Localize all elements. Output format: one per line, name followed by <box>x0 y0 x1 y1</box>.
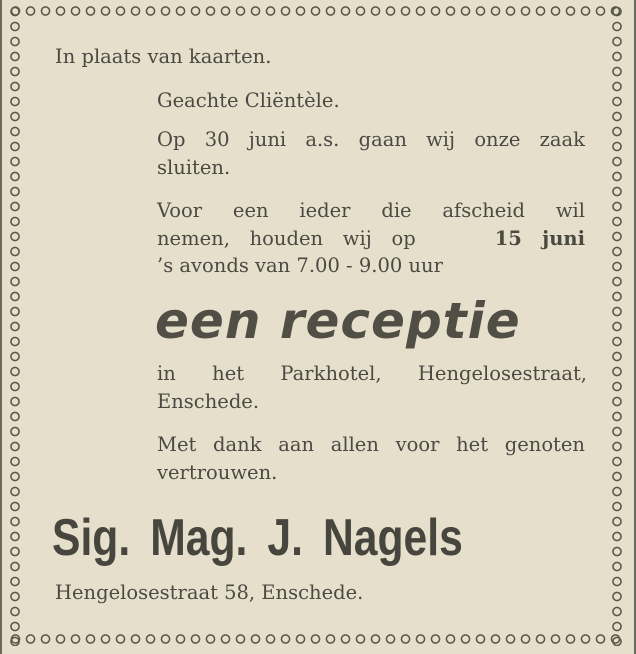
border-bottom <box>8 632 624 646</box>
invitation <box>157 197 585 280</box>
text-line: Enschede. <box>157 389 260 413</box>
headline: een receptie <box>155 292 521 350</box>
intro-text: In plaats van kaarten. <box>55 45 272 68</box>
text-line: Voor een ieder die afscheid wil <box>157 199 585 222</box>
salutation: Geachte Cliëntèle. <box>157 89 340 112</box>
text-span: nemen, houden wij op <box>157 226 416 250</box>
thanks <box>157 431 585 486</box>
text-line: Met dank aan allen voor het genoten <box>157 433 585 456</box>
closing-notice <box>157 126 585 181</box>
address: Hengelosestraat 58, Enschede. <box>55 581 364 604</box>
text-line: sluiten. <box>157 155 231 179</box>
text-line <box>157 225 585 253</box>
column-rule <box>0 0 2 654</box>
border-left <box>8 4 22 646</box>
date: 15 juni <box>494 226 586 250</box>
text-line: ’s avonds van 7.00 - 9.00 uur <box>157 254 443 277</box>
border-top <box>8 4 624 18</box>
text-line: in het Parkhotel, Hengelosestraat, <box>157 362 587 385</box>
border-right <box>610 4 624 646</box>
text-line: Op 30 juni a.s. gaan wij onze zaak <box>157 128 585 151</box>
text-line: vertrouwen. <box>157 460 278 484</box>
location <box>157 360 587 415</box>
signature: Sig. Mag. J. Nagels <box>52 509 463 567</box>
